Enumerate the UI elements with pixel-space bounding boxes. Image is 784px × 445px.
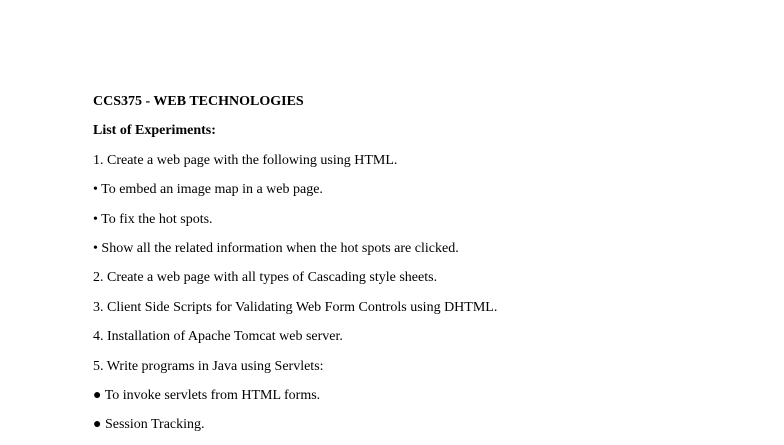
experiment-1: 1. Create a web page with the following using HTML. [93, 152, 398, 168]
document-body [93, 92, 753, 445]
experiment-5-point-1: ● To invoke servlets from HTML forms. [93, 387, 321, 403]
experiment-2: 2. Create a web page with all types of Cascading style sheets. [93, 270, 438, 286]
experiment-3: 3. Client Side Scripts for Validating Web Form Controls using DHTML. [93, 299, 498, 315]
experiment-5: 5. Write programs in Java using Servlets: [93, 358, 324, 374]
experiment-5-point-2: ● Session Tracking. [93, 417, 205, 433]
experiment-1-point-2: • To fix the hot spots. [93, 211, 213, 227]
course-title: CCS375 - WEB TECHNOLOGIES [93, 94, 304, 109]
experiment-1-point-1: • To embed an image map in a web page. [93, 182, 323, 198]
experiments-heading: List of Experiments: [93, 123, 216, 139]
experiment-4: 4. Installation of Apache Tomcat web server. [93, 329, 343, 345]
experiment-1-point-3: • Show all the related information when the hot spots are clicked. [93, 240, 459, 256]
